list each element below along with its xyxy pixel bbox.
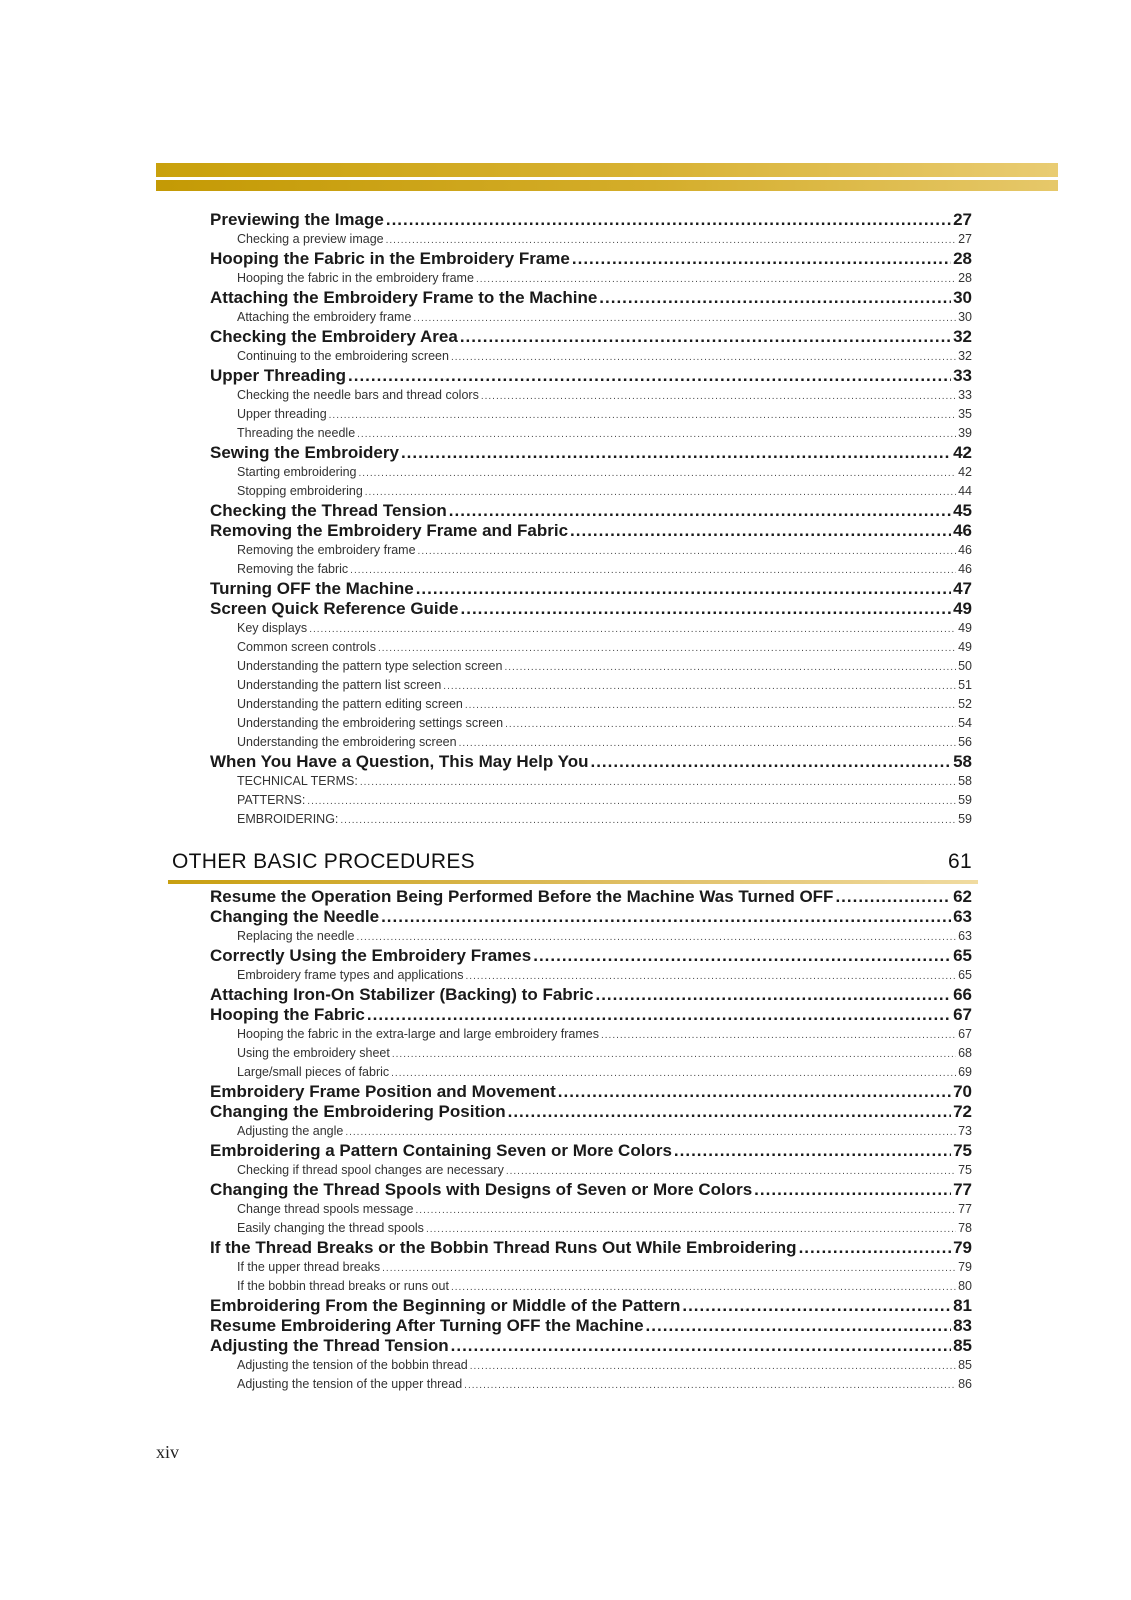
toc-entry-page: 42	[958, 465, 972, 479]
toc-entry-title: Checking a preview image	[237, 232, 384, 246]
toc-entry[interactable]	[210, 752, 972, 772]
dot-leader	[682, 1296, 951, 1316]
toc-entry-title: Removing the Embroidery Frame and Fabric	[210, 521, 569, 540]
dot-leader	[359, 464, 957, 483]
toc-entry-page: 54	[958, 716, 972, 730]
dot-leader	[601, 1026, 956, 1045]
toc-entry-title: Adjusting the tension of the upper thread	[237, 1377, 463, 1391]
dot-leader	[418, 542, 957, 561]
toc-entry[interactable]	[210, 501, 972, 521]
toc-subentry[interactable]	[210, 676, 972, 695]
toc-entry-page: 75	[958, 1163, 972, 1177]
toc-entry[interactable]	[210, 1141, 972, 1161]
toc-entry-page: 85	[958, 1358, 972, 1372]
toc-subentry[interactable]	[210, 347, 972, 366]
toc-entry-title: Changing the Embroidering Position	[210, 1102, 506, 1121]
dot-leader	[348, 366, 951, 386]
toc-entry-page: 62	[953, 887, 972, 906]
toc-entry-page: 49	[958, 640, 972, 654]
toc-entry-title: Large/small pieces of fabric	[237, 1065, 390, 1079]
toc-entry-page: 59	[958, 812, 972, 826]
dot-leader	[329, 406, 956, 425]
toc-entry-title: Turning OFF the Machine	[210, 579, 414, 598]
toc-entry-title: Easily changing the thread spools	[237, 1221, 424, 1235]
toc-subentry[interactable]	[210, 733, 972, 752]
toc-entry-page: 75	[953, 1141, 972, 1160]
dot-leader	[470, 1357, 956, 1376]
toc-entry-page: 58	[953, 752, 972, 771]
dot-leader	[449, 501, 951, 521]
toc-entry[interactable]	[210, 210, 972, 230]
toc-entry-title: Adjusting the tension of the bobbin thread	[237, 1358, 468, 1372]
toc-entry-page: 77	[953, 1180, 972, 1199]
dot-leader	[460, 327, 951, 347]
toc-entry-title: Understanding the pattern type selection screen	[237, 659, 503, 673]
toc-entry-page: 80	[958, 1279, 972, 1293]
toc-entry-page: 46	[958, 562, 972, 576]
toc-entry-title: Removing the embroidery frame	[237, 543, 416, 557]
toc-entry-title: Embroidery frame types and applications	[237, 968, 464, 982]
toc-subentry[interactable]	[210, 1356, 972, 1375]
toc-subentry[interactable]	[210, 1258, 972, 1277]
toc-entry[interactable]	[210, 1082, 972, 1102]
dot-leader	[386, 210, 951, 230]
toc-entry-page: 59	[958, 793, 972, 807]
toc-entry-title: Understanding the embroidering screen	[237, 735, 457, 749]
dot-leader	[386, 231, 956, 250]
toc-entry-page: 65	[958, 968, 972, 982]
toc-entry-title: Attaching the Embroidery Frame to the Machine	[210, 288, 598, 307]
header-gold-band-top	[156, 163, 1058, 177]
dot-leader	[459, 734, 957, 753]
dot-leader	[508, 1102, 951, 1122]
toc-entry-page: 30	[958, 310, 972, 324]
toc-entry-title: Previewing the Image	[210, 210, 384, 229]
header-gold-band-bottom	[156, 180, 1058, 191]
toc-subentry[interactable]	[210, 1375, 972, 1394]
toc-entry[interactable]	[210, 1180, 972, 1200]
dot-leader	[413, 309, 956, 328]
dot-leader	[357, 425, 956, 444]
toc-entry-title: Checking if thread spool changes are necessary	[237, 1163, 504, 1177]
toc-entry[interactable]	[210, 579, 972, 599]
toc-subentry[interactable]	[210, 269, 972, 288]
toc-subentry[interactable]	[210, 927, 972, 946]
page-folio: xiv	[156, 1442, 180, 1462]
dot-leader	[451, 348, 956, 367]
toc-subentry[interactable]	[210, 230, 972, 249]
toc-entry-title: Hooping the fabric in the extra-large and large embroidery frames	[237, 1027, 599, 1041]
toc-entry-page: 27	[953, 210, 972, 229]
toc-entry-title: Using the embroidery sheet	[237, 1046, 390, 1060]
toc-entry-page: 83	[953, 1316, 972, 1335]
toc-entry-page: 63	[958, 929, 972, 943]
toc-subentry[interactable]	[210, 619, 972, 638]
toc-subentry[interactable]	[210, 714, 972, 733]
toc-subentry[interactable]	[210, 405, 972, 424]
toc-entry-page: 78	[958, 1221, 972, 1235]
toc-subentry[interactable]	[210, 424, 972, 443]
toc-entry-title: Understanding the pattern editing screen	[237, 697, 463, 711]
dot-leader	[391, 1064, 956, 1083]
toc-entry-page: 81	[953, 1296, 972, 1315]
toc-entry-page: 28	[953, 249, 972, 268]
toc-subentry[interactable]	[210, 657, 972, 676]
toc-entry-title: Threading the needle	[237, 426, 356, 440]
toc-entry-title: Removing the fabric	[237, 562, 349, 576]
dot-leader	[401, 443, 951, 463]
toc-entry[interactable]	[210, 1238, 972, 1258]
toc-entry-page: 65	[953, 946, 972, 965]
dot-leader	[307, 792, 956, 811]
section-heading	[172, 850, 972, 874]
toc-entry-page: 28	[958, 271, 972, 285]
toc-entry-page: 33	[958, 388, 972, 402]
toc-entry-title: Adjusting the Thread Tension	[210, 1336, 449, 1355]
toc-entry-page: 70	[953, 1082, 972, 1101]
dot-leader	[754, 1180, 951, 1200]
section-page: 61	[948, 850, 972, 873]
toc-entry-title: PATTERNS:	[237, 793, 306, 807]
toc-subentry[interactable]	[210, 772, 972, 791]
dot-leader	[381, 907, 951, 927]
toc-entry[interactable]	[210, 946, 972, 966]
toc-entry-page: 86	[958, 1377, 972, 1391]
toc-entry[interactable]	[210, 887, 972, 907]
toc-subentry[interactable]	[210, 695, 972, 714]
toc-entry-title: EMBROIDERING:	[237, 812, 339, 826]
toc-entry-title: When You Have a Question, This May Help You	[210, 752, 589, 771]
dot-leader	[461, 599, 952, 619]
dot-leader	[572, 249, 951, 269]
dot-leader	[466, 967, 957, 986]
toc-entry-page: 39	[958, 426, 972, 440]
toc-entry-page: 33	[953, 366, 972, 385]
toc-entry-title: If the Thread Breaks or the Bobbin Thread Runs Out While Embroidering	[210, 1238, 797, 1257]
toc-entry-page: 56	[958, 735, 972, 749]
toc-subentry[interactable]	[210, 482, 972, 501]
toc-entry-page: 66	[953, 985, 972, 1004]
toc-subentry[interactable]	[210, 1277, 972, 1296]
toc-entry-title: Embroidering From the Beginning or Middle of the Pattern	[210, 1296, 681, 1315]
toc-subentry[interactable]	[210, 638, 972, 657]
toc-entry-title: Key displays	[237, 621, 308, 635]
toc-entry-page: 72	[953, 1102, 972, 1121]
toc-entry-page: 42	[953, 443, 972, 462]
toc-entry-page: 27	[958, 232, 972, 246]
toc-entry-title: Change thread spools message	[237, 1202, 414, 1216]
dot-leader	[646, 1316, 952, 1336]
toc-entry-title: Hooping the Fabric	[210, 1005, 365, 1024]
toc-entry-title: Resume the Operation Being Performed Before the Machine Was Turned OFF	[210, 887, 834, 906]
toc-entry[interactable]	[210, 521, 972, 541]
toc-entry-page: 52	[958, 697, 972, 711]
toc-entry-title: Sewing the Embroidery	[210, 443, 399, 462]
toc-entry-page: 77	[958, 1202, 972, 1216]
dot-leader	[416, 1201, 957, 1220]
toc-entry-page: 32	[953, 327, 972, 346]
toc-subentry[interactable]	[210, 1122, 972, 1141]
toc-entry[interactable]	[210, 1005, 972, 1025]
toc-entry[interactable]	[210, 599, 972, 619]
toc-subentry[interactable]	[210, 791, 972, 810]
toc-list-part2	[210, 887, 972, 1394]
toc-subentry[interactable]	[210, 1219, 972, 1238]
toc-subentry[interactable]	[210, 1063, 972, 1082]
toc-entry-title: Changing the Needle	[210, 907, 380, 926]
toc-subentry[interactable]	[210, 1200, 972, 1219]
toc-entry[interactable]	[210, 249, 972, 269]
toc-entry-page: 49	[953, 599, 972, 618]
toc-entry-page: 63	[953, 907, 972, 926]
toc-entry-title: Hooping the fabric in the embroidery frame	[237, 271, 474, 285]
toc-entry-title: If the bobbin thread breaks or runs out	[237, 1279, 449, 1293]
dot-leader	[476, 270, 956, 289]
dot-leader	[356, 928, 956, 947]
toc-entry-page: 46	[953, 521, 972, 540]
toc-entry-title: Upper Threading	[210, 366, 347, 385]
toc-subentry[interactable]	[210, 1025, 972, 1044]
dot-leader	[378, 639, 956, 658]
toc-entry[interactable]	[210, 1102, 972, 1122]
toc-subentry[interactable]	[210, 308, 972, 327]
toc-entry-title: Understanding the embroidering settings screen	[237, 716, 504, 730]
dot-leader	[345, 1123, 956, 1142]
toc-subentry[interactable]	[210, 560, 972, 579]
dot-leader	[426, 1220, 956, 1239]
toc-entry[interactable]	[210, 327, 972, 347]
toc-entry[interactable]	[210, 1316, 972, 1336]
toc-subentry[interactable]	[210, 1044, 972, 1063]
toc-entry-title: Continuing to the embroidering screen	[237, 349, 449, 363]
dot-leader	[799, 1238, 952, 1258]
dot-leader	[533, 946, 951, 966]
toc-entry-title: Attaching Iron-On Stabilizer (Backing) to Fabric	[210, 985, 594, 1004]
toc-list-part1	[210, 210, 972, 829]
dot-leader	[570, 521, 951, 541]
toc-entry-title: TECHNICAL TERMS:	[237, 774, 358, 788]
toc-entry[interactable]	[210, 443, 972, 463]
toc-entry-page: 67	[953, 1005, 972, 1024]
dot-leader	[558, 1082, 951, 1102]
toc-entry-page: 30	[953, 288, 972, 307]
toc-subentry[interactable]	[210, 386, 972, 405]
toc-entry-page: 45	[953, 501, 972, 520]
toc-entry-page: 79	[958, 1260, 972, 1274]
dot-leader	[595, 985, 951, 1005]
toc-entry-title: Embroidery Frame Position and Movement	[210, 1082, 556, 1101]
toc-entry-page: 46	[958, 543, 972, 557]
dot-leader	[590, 752, 951, 772]
toc-subentry[interactable]	[210, 966, 972, 985]
toc-entry[interactable]	[210, 1336, 972, 1356]
dot-leader	[382, 1259, 956, 1278]
toc-entry[interactable]	[210, 288, 972, 308]
dot-leader	[505, 715, 956, 734]
toc-entry-page: 51	[958, 678, 972, 692]
toc-entry-title: Starting embroidering	[237, 465, 357, 479]
toc-subentry[interactable]	[210, 541, 972, 560]
toc-entry[interactable]	[210, 985, 972, 1005]
dot-leader	[309, 620, 956, 639]
toc-entry-page: 35	[958, 407, 972, 421]
toc-entry-page: 47	[953, 579, 972, 598]
toc-entry-page: 58	[958, 774, 972, 788]
toc-entry-title: Adjusting the angle	[237, 1124, 344, 1138]
dot-leader	[464, 1376, 956, 1395]
dot-leader	[506, 1162, 956, 1181]
toc-entry-page: 68	[958, 1046, 972, 1060]
toc-entry-page: 49	[958, 621, 972, 635]
dot-leader	[674, 1141, 951, 1161]
dot-leader	[481, 387, 956, 406]
toc-entry-page: 50	[958, 659, 972, 673]
dot-leader	[392, 1045, 956, 1064]
dot-leader	[350, 561, 956, 580]
toc-entry-page: 67	[958, 1027, 972, 1041]
dot-leader	[465, 696, 956, 715]
section-rule	[168, 880, 978, 884]
toc-entry-title: Embroidering a Pattern Containing Seven or More Colors	[210, 1141, 672, 1160]
toc-entry-title: Checking the needle bars and thread colors	[237, 388, 479, 402]
toc-entry-title: Upper threading	[237, 407, 327, 421]
dot-leader	[443, 677, 956, 696]
toc-entry-page: 44	[958, 484, 972, 498]
dot-leader	[599, 288, 951, 308]
toc-entry-page: 79	[953, 1238, 972, 1257]
toc-entry-title: Stopping embroidering	[237, 484, 363, 498]
dot-leader	[367, 1005, 951, 1025]
toc-entry-page: 73	[958, 1124, 972, 1138]
toc-entry-title: Common screen controls	[237, 640, 376, 654]
toc-subentry[interactable]	[210, 463, 972, 482]
dot-leader	[504, 658, 956, 677]
toc-entry-title: Understanding the pattern list screen	[237, 678, 442, 692]
toc-entry-title: Changing the Thread Spools with Designs of Seven or More Colors	[210, 1180, 753, 1199]
toc-entry-page: 69	[958, 1065, 972, 1079]
dot-leader	[340, 811, 956, 830]
toc-entry[interactable]	[210, 366, 972, 386]
toc-entry-page: 32	[958, 349, 972, 363]
toc-subentry[interactable]	[210, 1161, 972, 1180]
toc-entry-title: Correctly Using the Embroidery Frames	[210, 946, 532, 965]
toc-entry-title: Checking the Thread Tension	[210, 501, 447, 520]
dot-leader	[360, 773, 956, 792]
toc-entry-title: Attaching the embroidery frame	[237, 310, 412, 324]
toc-entry-title: Replacing the needle	[237, 929, 355, 943]
toc-entry-title: Screen Quick Reference Guide	[210, 599, 459, 618]
dot-leader	[451, 1278, 956, 1297]
toc-entry[interactable]	[210, 907, 972, 927]
dot-leader	[365, 483, 956, 502]
toc-entry-title: Resume Embroidering After Turning OFF the Machine	[210, 1316, 644, 1335]
toc-entry-title: If the upper thread breaks	[237, 1260, 381, 1274]
dot-leader	[835, 887, 951, 907]
toc-entry-title: Hooping the Fabric in the Embroidery Frame	[210, 249, 570, 268]
section-title: OTHER BASIC PROCEDURES	[172, 850, 475, 873]
toc-subentry[interactable]	[210, 810, 972, 829]
toc-entry-title: Checking the Embroidery Area	[210, 327, 458, 346]
dot-leader	[451, 1336, 951, 1356]
toc-entry[interactable]	[210, 1296, 972, 1316]
dot-leader	[416, 579, 951, 599]
toc-entry-page: 85	[953, 1336, 972, 1355]
